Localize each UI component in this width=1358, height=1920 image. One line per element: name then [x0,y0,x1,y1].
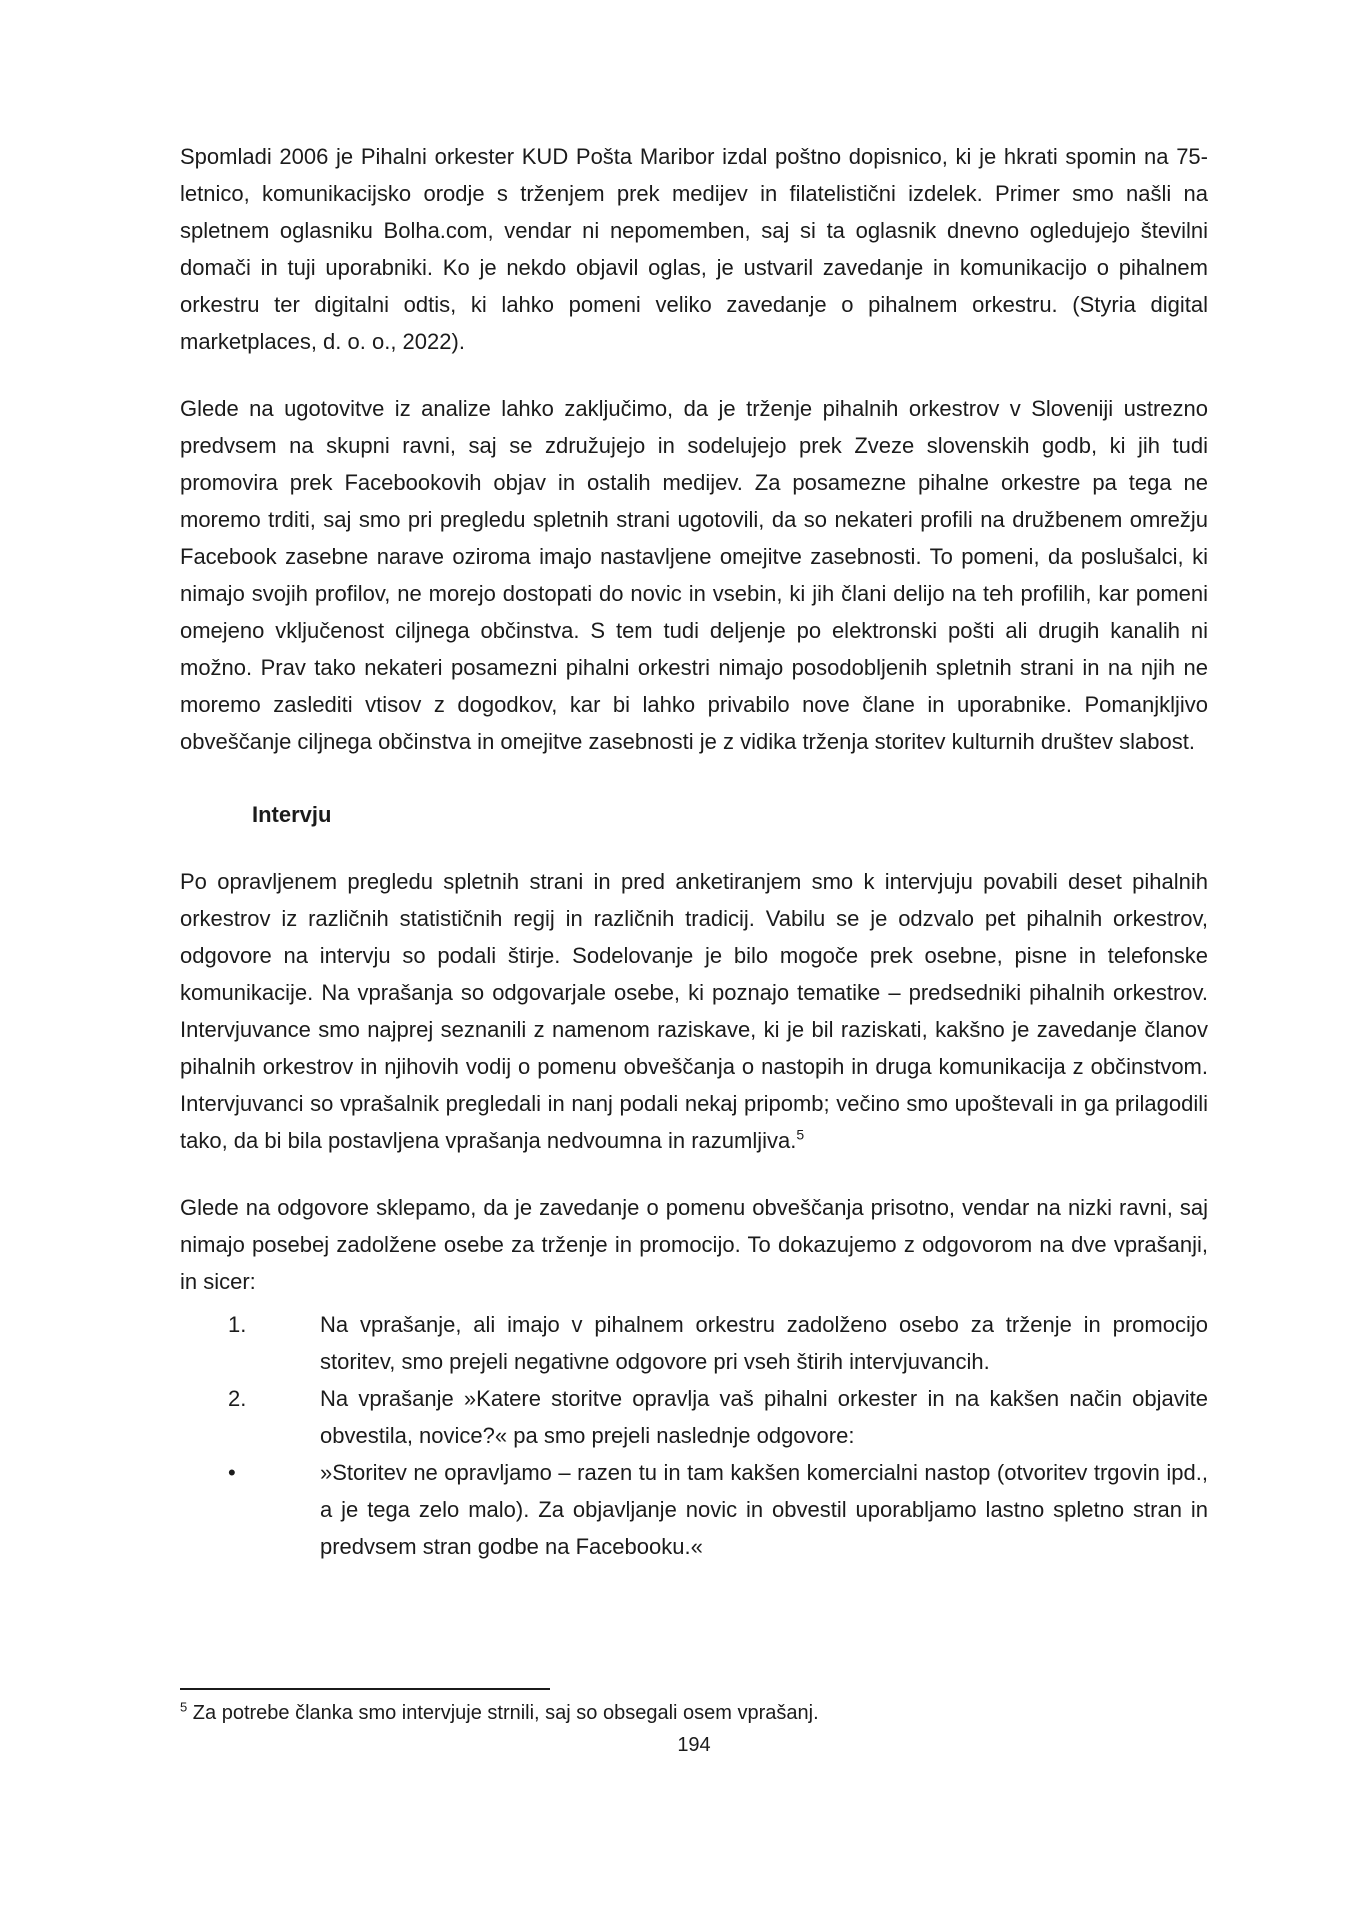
list-item-number: 2. [228,1386,247,1411]
list-item-quote-answer [180,1454,1208,1565]
list-item-question-1 [180,1306,1208,1380]
footnote-reference-marker: 5 [796,1126,805,1143]
page-content [180,138,1208,1565]
paragraph-analysis-conclusion: Glede na ugotovitve iz analize lahko zaključimo, da je trženje pihalnih orkestrov v Sloveniji ustrezno predvsem na skupni ravni, saj se združujejo in sodelujejo prek Zveze slovenskih godb, ki jih tudi promovira prek Facebookovih objav in ostalih medijev. Za posamezne pihalne orkestre pa tega ne moremo trditi, saj smo pri pregledu spletnih strani ugotovili, da so nekateri profili na družbenem omrežju Facebook zasebne narave oziroma imajo nastavljene omejitve zasebnosti. To pomeni, da poslušalci, ki nimajo svojih profilov, ne morejo dostopati do novic in vsebin, ki jih člani delijo na teh profilih, kar pomeni omejeno vključenost ciljnega občinstva. S tem tudi deljenje po elektronski pošti ali drugih kanalih ni možno. Prav tako nekateri posamezni pihalni orkestri nimajo posodobljenih spletnih strani in na njih ne moremo zaslediti vtisov z dogodkov, kar bi lahko privabilo nove člane in uporabnike. Pomanjkljivo obveščanje ciljnega občinstva in omejitve zasebnosti je z vidika trženja storitev kulturnih društev slabost. [180,396,1208,754]
page-number: 194 [677,1734,711,1756]
list-item-text: »Storitev ne opravljamo – razen tu in tam kakšen komercialni nastop (otvoritev trgovin ipd., a je tega zelo malo). Za objavljanje novic in obvestil uporabljamo lastno spletno stran in predvsem stran godbe na Facebooku.« [320,1460,1208,1559]
footnote-area [180,1688,1208,1757]
list-item-question-2 [180,1380,1208,1454]
footnote [180,1700,1208,1726]
list-item-number: 1. [228,1312,247,1337]
list-item-bullet: • [228,1460,236,1485]
paragraph-interview-method-text: Po opravljenem pregledu spletnih strani in pred anketiranjem smo k intervjuju povabili deset pihalnih orkestrov iz različnih statističnih regij in različnih tradicij. Vabilu se je odzvalo pet pihalnih orkestrov, odgovore na intervju so podali štirje. Sodelovanje je bilo mogoče prek osebne, pisne in telefonske komunikacije. Na vprašanja so odgovarjale osebe, ki poznajo tematike – predsedniki pihalnih orkestrov. Intervjuvance smo najprej seznanili z namenom raziskave, ki je bil raziskati, kakšno je zavedanje članov pihalnih orkestrov in njihovih vodij o pomenu obveščanja o nastopih in druga komunikacija z občinstvom. Intervjuvanci so vprašalnik pregledali in nanj podali nekaj pripomb; večino smo upoštevali in ga prilagodili tako, da bi bila postavljena vprašanja nedvoumna in razumljiva. [180,869,1208,1153]
paragraph-answers-intro: Glede na odgovore sklepamo, da je zavedanje o pomenu obveščanja prisotno, vendar na nizki ravni, saj nimajo posebej zadolžene osebe za trženje in promocijo. To dokazujemo z odgovorom na dve vprašanji, in sicer: [180,1195,1208,1294]
footnote-text: Za potrebe članka smo intervjuje strnili, saj so obsegali osem vprašanj. [192,1702,819,1724]
list-item-text: Na vprašanje »Katere storitve opravlja vaš pihalni orkester in na kakšen način objavite obvestila, novice?« pa smo prejeli naslednje odgovore: [320,1386,1208,1448]
footnote-separator-rule [180,1688,550,1690]
footnote-number: 5 [180,1699,188,1715]
section-heading-intervju: Intervju [252,802,332,827]
answers-list [180,1306,1208,1565]
paragraph-interview-method [180,863,1208,1159]
list-item-text: Na vprašanje, ali imajo v pihalnem orkestru zadolženo osebo za trženje in promocijo storitev, smo prejeli negativne odgovore pri vseh štirih intervjuvancih. [320,1312,1208,1374]
paragraph-postcard: Spomladi 2006 je Pihalni orkester KUD Pošta Maribor izdal poštno dopisnico, ki je hkrati spomin na 75-letnico, komunikacijsko orodje s trženjem prek medijev in filatelistični izdelek. Primer smo našli na spletnem oglasniku Bolha.com, vendar ni nepomemben, saj si ta oglasnik dnevno ogledujejo številni domači in tuji uporabniki. Ko je nekdo objavil oglas, je ustvaril zavedanje in komunikacijo o pihalnem orkestru ter digitalni odtis, ki lahko pomeni veliko zavedanje o pihalnem orkestru. (Styria digital marketplaces, d. o. o., 2022). [180,144,1208,354]
